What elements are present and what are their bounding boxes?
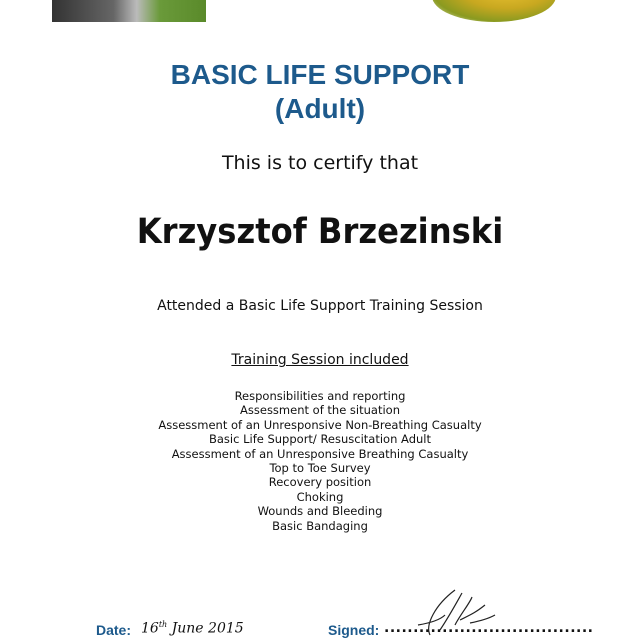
training-items-list xyxy=(0,389,640,533)
recipient-name: Krzysztof Brzezinski xyxy=(136,212,504,252)
date-suffix: th xyxy=(158,620,168,629)
certify-text: This is to certify that xyxy=(221,152,419,174)
title-line-1: BASIC LIFE SUPPORT xyxy=(170,59,470,90)
attended-text: Attended a Basic Life Support Training Session xyxy=(157,298,483,314)
list-item: Assessment of an Unresponsive Breathing Casualty xyxy=(171,446,469,461)
list-item: Recovery position xyxy=(268,475,372,490)
list-item: Basic Life Support/ Resuscitation Adult xyxy=(208,432,431,447)
signed-label: Signed: xyxy=(328,622,380,638)
date-day: 16 xyxy=(141,620,159,637)
included-heading: Training Session included xyxy=(231,352,409,368)
certificate-title xyxy=(0,58,640,126)
list-item: Top to Toe Survey xyxy=(269,461,371,476)
list-item: Assessment of the situation xyxy=(240,403,400,418)
signature-line: .................................... xyxy=(384,620,594,636)
list-item: Responsibilities and reporting xyxy=(234,389,406,403)
date-label: Date: xyxy=(96,622,132,638)
date-month-year: June 2015 xyxy=(167,620,244,637)
title-line-2: (Adult) xyxy=(274,93,366,124)
list-item: Assessment of an Unresponsive Non-Breathing Casualty xyxy=(158,417,482,432)
list-item: Wounds and Bleeding xyxy=(257,504,383,519)
list-item: Basic Bandaging xyxy=(272,518,368,533)
handwritten-signature xyxy=(400,585,500,640)
header-photo-right xyxy=(432,0,556,22)
header-photo-left xyxy=(52,0,206,22)
date-value xyxy=(141,620,244,637)
list-item: Choking xyxy=(296,489,344,504)
